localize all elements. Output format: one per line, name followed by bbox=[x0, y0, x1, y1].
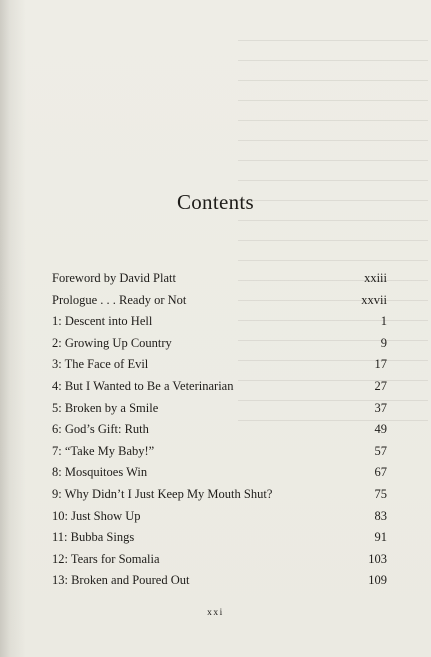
toc-entry[interactable] bbox=[52, 527, 387, 549]
toc-entry-page: 49 bbox=[374, 422, 387, 437]
toc-entry[interactable] bbox=[52, 311, 387, 333]
toc-entry[interactable] bbox=[52, 441, 387, 463]
toc-entry[interactable] bbox=[52, 354, 387, 376]
toc-entry-title: 11: Bubba Sings bbox=[52, 530, 135, 545]
toc-entry[interactable] bbox=[52, 419, 387, 441]
toc-entry-page: 37 bbox=[374, 400, 387, 415]
toc-entry-title: 8: Mosquitoes Win bbox=[52, 465, 148, 480]
toc-entry[interactable] bbox=[52, 484, 387, 506]
toc-entry-page: xxvii bbox=[361, 292, 387, 307]
toc-entry[interactable] bbox=[52, 398, 387, 420]
toc-entry-title: 5: Broken by a Smile bbox=[52, 400, 159, 415]
page-title: Contents bbox=[176, 190, 255, 214]
toc-entry[interactable] bbox=[52, 462, 387, 484]
toc-entry-title: 13: Broken and Poured Out bbox=[52, 573, 190, 588]
toc-entry-title: 2: Growing Up Country bbox=[52, 335, 172, 350]
toc-entry-page: 75 bbox=[374, 486, 387, 501]
toc-entry[interactable] bbox=[52, 506, 387, 528]
toc-entry[interactable] bbox=[52, 268, 387, 290]
toc-entry-page: 1 bbox=[380, 314, 387, 329]
toc-entry[interactable] bbox=[52, 549, 387, 571]
toc-entry-page: 17 bbox=[374, 357, 387, 372]
toc-entry[interactable] bbox=[52, 290, 387, 312]
toc-entry-title: 12: Tears for Somalia bbox=[52, 551, 160, 566]
toc-entry-title: 9: Why Didn’t I Just Keep My Mouth Shut? bbox=[52, 486, 273, 501]
toc-entry-title: 7: “Take My Baby!” bbox=[52, 443, 155, 458]
toc-entry-title: 4: But I Wanted to Be a Veterinarian bbox=[52, 378, 234, 393]
toc-entry-page: 27 bbox=[374, 378, 387, 393]
toc-entry-page: 9 bbox=[380, 335, 387, 350]
toc-entry-title: 1: Descent into Hell bbox=[52, 314, 153, 329]
toc-entry-title: 3: The Face of Evil bbox=[52, 357, 149, 372]
toc-entry[interactable] bbox=[52, 333, 387, 355]
toc-entry-page: 83 bbox=[374, 508, 387, 523]
toc-entry-title: 10: Just Show Up bbox=[52, 508, 141, 523]
toc-entry[interactable] bbox=[52, 376, 387, 398]
toc-entry-page: 91 bbox=[374, 530, 387, 545]
table-of-contents bbox=[52, 268, 387, 592]
toc-entry-page: 103 bbox=[368, 551, 387, 566]
toc-entry-page: xxiii bbox=[364, 271, 387, 285]
toc-entry-page: 67 bbox=[374, 465, 387, 480]
toc-entry-page: 109 bbox=[368, 573, 387, 588]
toc-entry-title: 6: God’s Gift: Ruth bbox=[52, 422, 149, 437]
toc-entry[interactable] bbox=[52, 570, 387, 592]
toc-entry-title: Prologue . . . Ready or Not bbox=[52, 292, 187, 307]
toc-entry-page: 57 bbox=[374, 443, 387, 458]
toc-entry-title: Foreword by David Platt bbox=[52, 271, 176, 285]
page-number: xxi bbox=[207, 608, 224, 618]
